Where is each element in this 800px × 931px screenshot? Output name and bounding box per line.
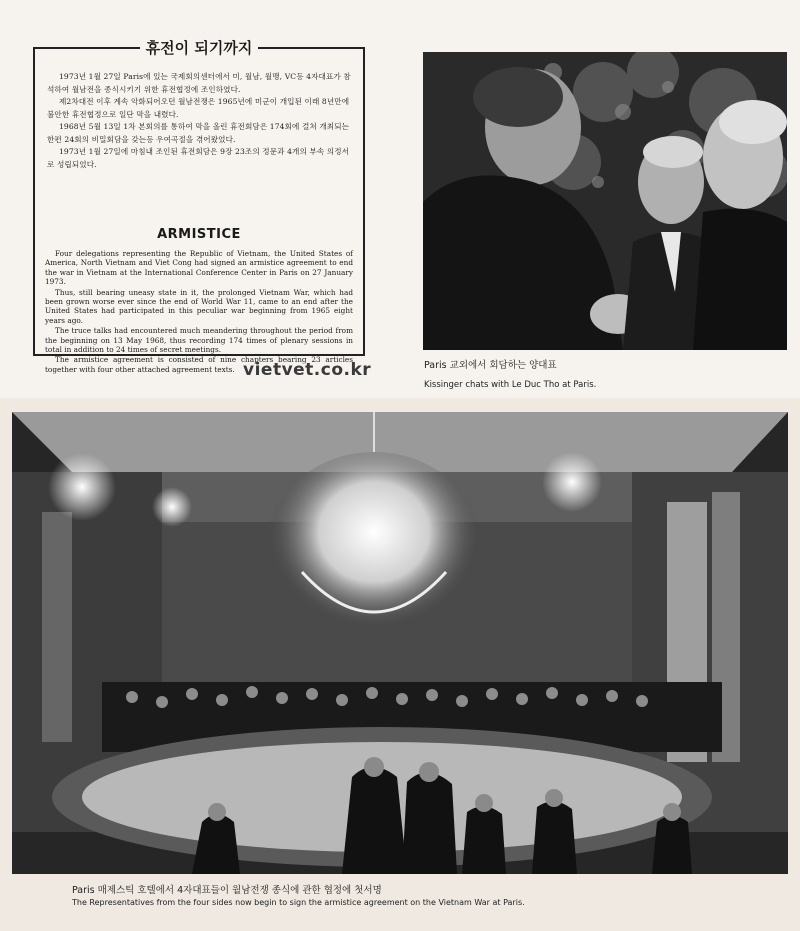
korean-paragraph: 1973년 1월 27일 Paris에 있는 국제회의센터에서 미, 월남, 월맹, VC등 4자대표가 참석하여 월남전을 종식시키기 위한 휴전협정에 조인하였다. (47, 72, 351, 94)
watermark-url[interactable]: vietvet.co.kr (243, 360, 372, 380)
korean-paragraph: 제2차대전 이후 계속 악화되어오던 월남전쟁은 1965년에 미군이 개입된 이래 8년만에 불안한 휴전협정으로 일단 막을 내렸다. (47, 97, 350, 119)
photo1-caption-english: Kissinger chats with Le Duc Tho at Paris. (424, 380, 597, 390)
box-title: 휴전이 되기까지 (140, 39, 259, 57)
photo2-caption-korean: Paris 매제스틱 호텔에서 4자대표들이 월남전쟁 종식에 관한 협정에 첫서명 (72, 885, 382, 896)
photo-illustration (423, 52, 787, 350)
english-paragraph: Four delegations representing the Republic of Vietnam, the United States of America, North Vietnam and Viet Cong had signed an armistice agreement to end the war in Vietnam at the International Conference Center in Paris on 27 January 1973. (45, 249, 353, 287)
photo-illustration (12, 412, 788, 874)
korean-text (35, 71, 363, 171)
english-paragraph: The truce talks had encountered much meandering throughout the period from the beginning on 13 May 1968, thus recording 174 times of plenary sessions in total in addition to 24 times of secret meetings. (45, 326, 353, 355)
photo-kissinger-le-duc-tho (423, 52, 787, 350)
photo2-caption-english: The Representatives from the four sides now begin to sign the armistice agreement on the Vietnam War at Paris. (72, 898, 525, 907)
english-paragraph: The armistice agreement is consisted of nine chapters bearing 23 articles together with four other attached agreement texts. (45, 355, 353, 374)
photo-signing-ceremony (12, 412, 788, 874)
korean-paragraph: 1968년 5월 13일 1차 본회의를 통하여 막을 올린 휴전회담은 174회에 걸쳐 개최되는 한편 24회의 비밀회담을 갖는등 우여곡절을 겪어왔었다. (47, 122, 350, 144)
english-paragraph: Thus, still bearing uneasy state in it, the prolonged Vietnam War, which had been grown worse ever since the end of World War 11, came to an end after the United States had participated in this peculiar war beginning from 1965 eight years ago. (45, 287, 353, 325)
armistice-heading: ARMISTICE (157, 227, 241, 242)
korean-paragraph: 1973년 1월 27일에 마침내 조인된 휴전회담은 9장 23조의 정문과 4개의 부속 의정서로 성립되었다. (47, 147, 350, 169)
english-text (35, 249, 363, 375)
photo1-caption-korean: Paris 교외에서 회담하는 양대표 (424, 360, 557, 371)
